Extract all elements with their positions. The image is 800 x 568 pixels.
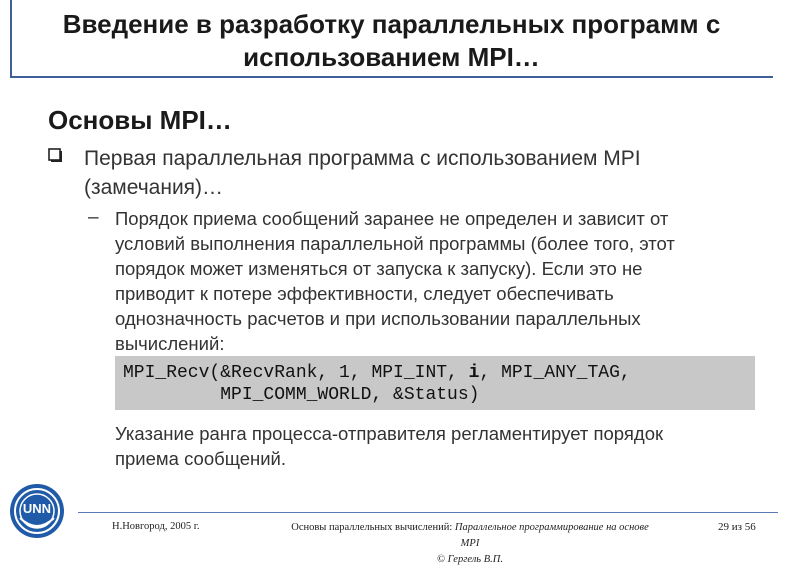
paragraph-line: однозначность расчетов и при использовании параллельных bbox=[115, 308, 641, 329]
bullet-line-2: (замечания)… bbox=[84, 176, 224, 199]
footer-author: © Гергель В.П. bbox=[437, 554, 503, 565]
page-current: 29 bbox=[718, 521, 729, 533]
paragraph-line: приводит к потере эффективности, следует обеспечивать bbox=[115, 283, 614, 304]
code-text: , MPI_ANY_TAG, bbox=[479, 363, 631, 383]
square-bullet-icon bbox=[48, 148, 62, 162]
page-separator: из bbox=[731, 521, 742, 533]
slide-title-line-2: использованием MPI… bbox=[243, 42, 540, 72]
svg-text:UNN: UNN bbox=[22, 501, 52, 516]
code-line-1 bbox=[123, 362, 631, 384]
code-line-2: MPI_COMM_WORLD, &Status) bbox=[123, 385, 480, 405]
footer-divider bbox=[78, 512, 778, 513]
paragraph-message-order bbox=[115, 206, 765, 356]
code-block bbox=[115, 356, 755, 410]
code-text: MPI_Recv(&RecvRank, 1, MPI_INT, bbox=[123, 363, 469, 383]
footer-course-line-2: MPI bbox=[460, 538, 480, 549]
paragraph-line: вычислений: bbox=[115, 333, 225, 354]
code-variable: i bbox=[468, 363, 480, 383]
dash-bullet: – bbox=[88, 207, 99, 228]
paragraph-sender-rank bbox=[115, 421, 765, 471]
page-total: 56 bbox=[744, 521, 756, 533]
slide-title bbox=[10, 8, 773, 74]
bullet-item bbox=[84, 144, 764, 202]
footer-course bbox=[250, 520, 690, 568]
footer-course-name: Основы параллельных вычислений: bbox=[291, 522, 455, 533]
section-heading: Основы MPI… bbox=[48, 105, 232, 135]
paragraph-line: приема сообщений. bbox=[115, 448, 287, 469]
paragraph-line: Порядок приема сообщений заранее не определен и зависит от bbox=[115, 208, 669, 229]
slide-title-line-1: Введение в разработку параллельных программ с bbox=[62, 9, 721, 39]
page-counter bbox=[718, 521, 756, 533]
paragraph-line: порядок может изменяться от запуска к запуску). Если это не bbox=[115, 258, 643, 279]
bullet-line-1: Первая параллельная программа с использованием MPI bbox=[84, 147, 641, 170]
footer-course-line-1 bbox=[250, 520, 690, 536]
footer-place-date: Н.Новгород, 2005 г. bbox=[112, 521, 200, 532]
paragraph-line: условий выполнения параллельной программы (более того, этот bbox=[115, 233, 675, 254]
footer-course-topic: Параллельное программирование на основе bbox=[454, 522, 649, 533]
paragraph-line: Указание ранга процесса-отправителя регламентирует порядок bbox=[115, 423, 664, 444]
unn-logo bbox=[8, 482, 66, 540]
